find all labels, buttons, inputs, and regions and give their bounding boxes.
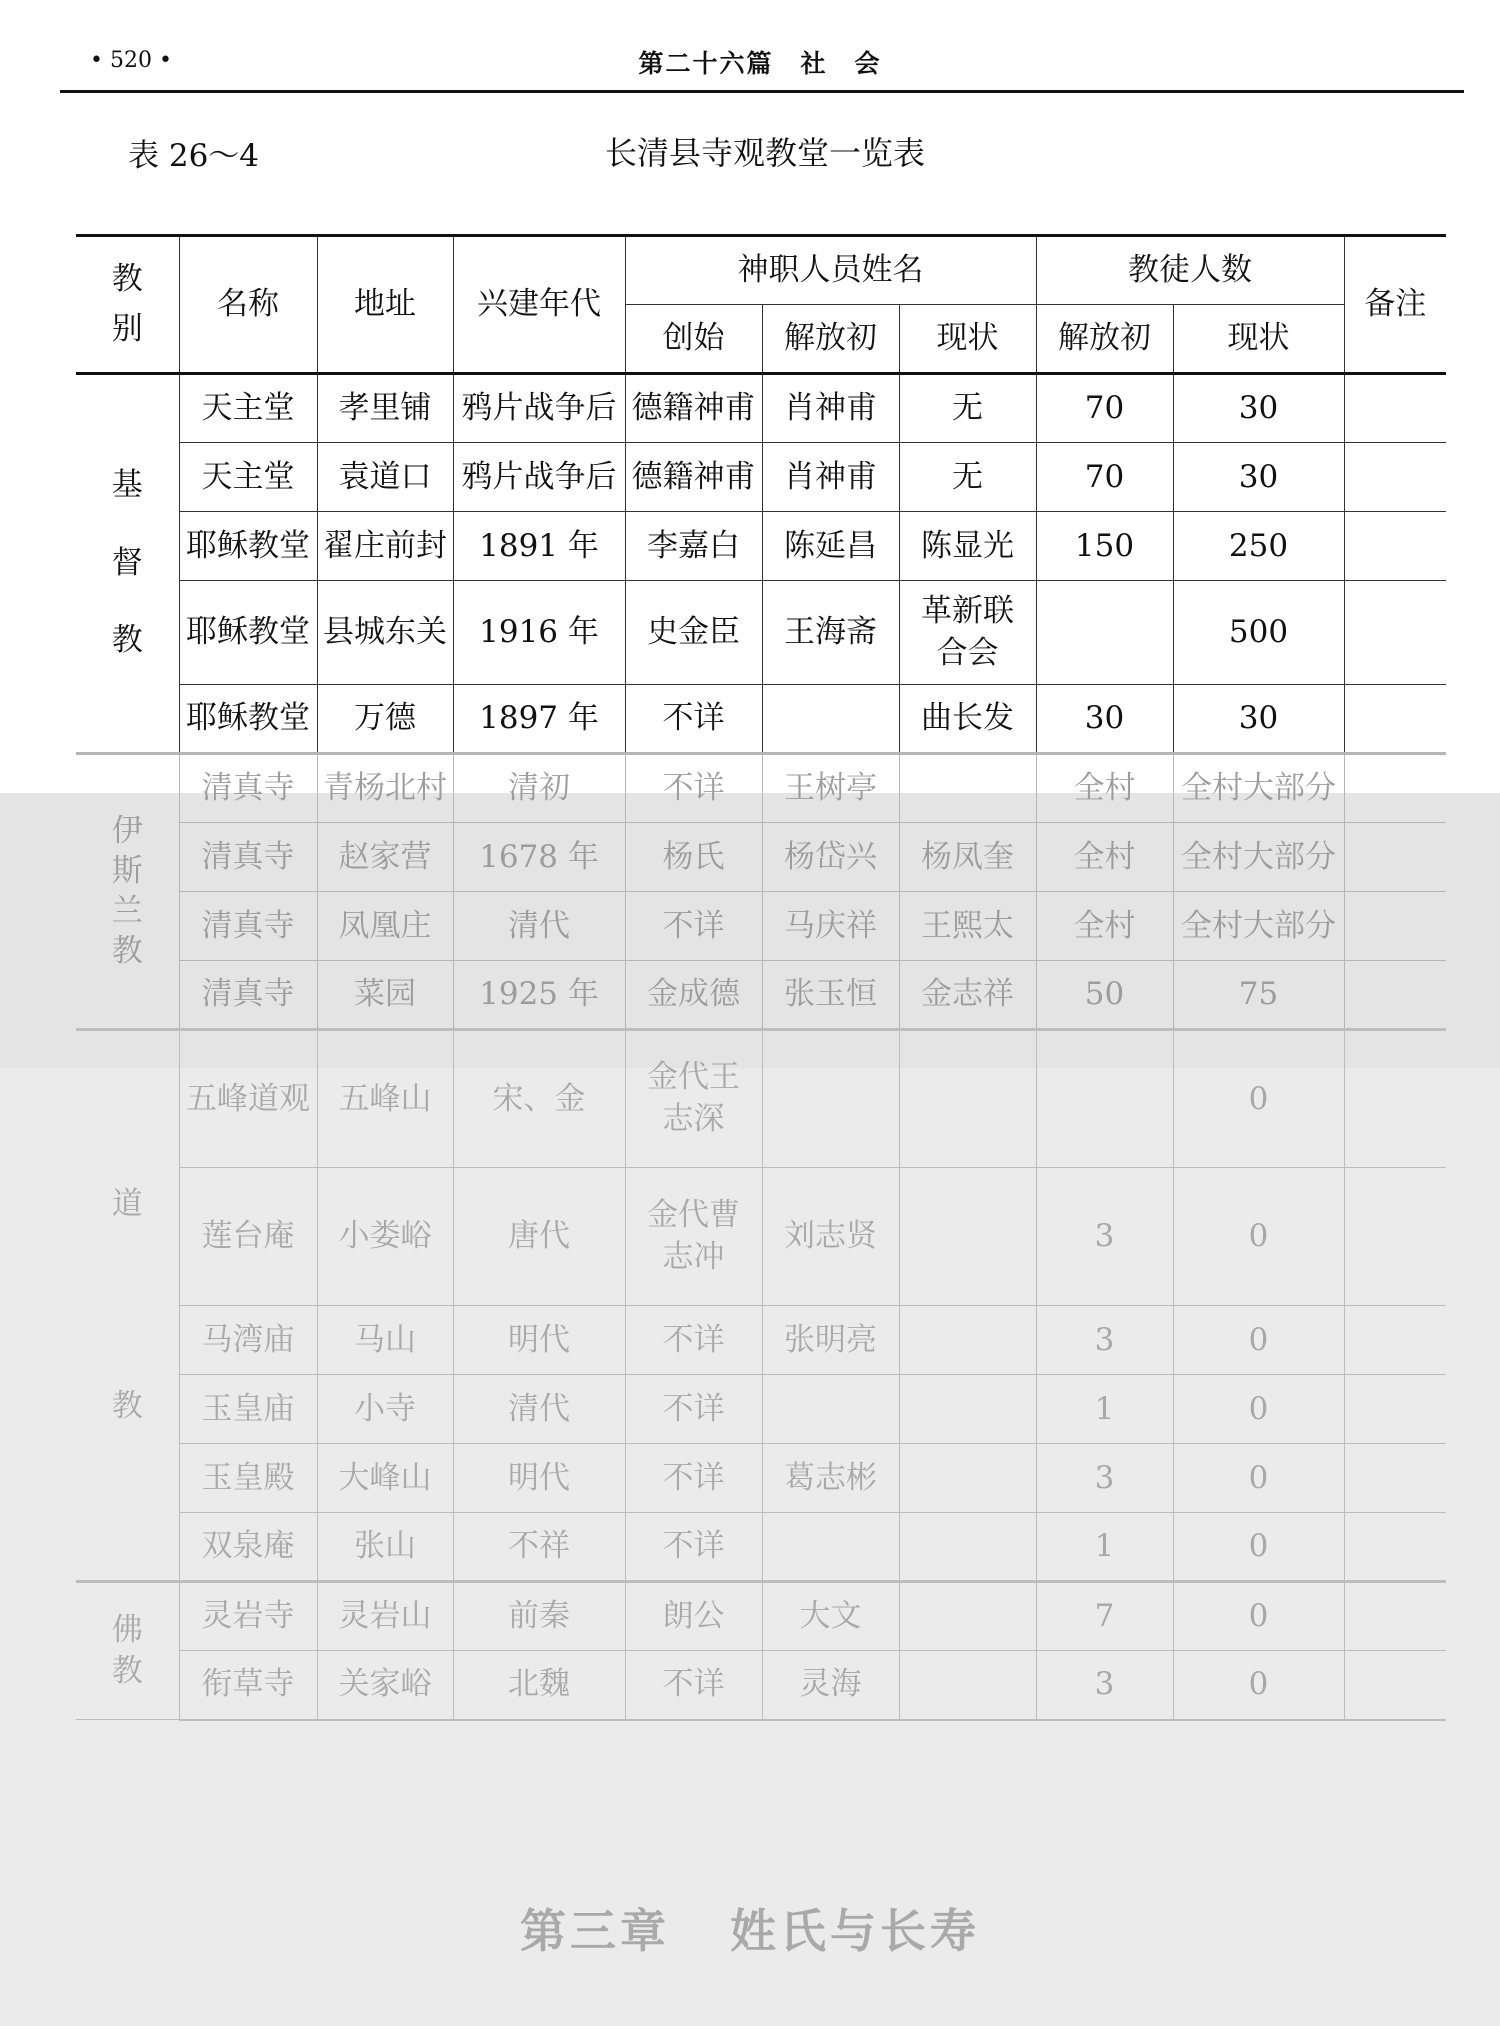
table-row: [76, 1168, 1446, 1306]
row-founder: 德籍神甫: [625, 374, 762, 443]
row-built: 1678 年: [453, 823, 625, 892]
row-notes: [1344, 1651, 1446, 1720]
row-built: 1925 年: [453, 961, 625, 1030]
col-address-header: 地址: [317, 236, 453, 374]
row-founder: 不详: [625, 754, 762, 823]
row-founder: 不详: [625, 685, 762, 754]
row-built: 鸦片战争后: [453, 443, 625, 512]
row-founder: 史金臣: [625, 581, 762, 685]
row-clergy-liberation: 张玉恒: [762, 961, 899, 1030]
row-address: 灵岩山: [317, 1582, 453, 1651]
row-built: 鸦片战争后: [453, 374, 625, 443]
row-notes: [1344, 961, 1446, 1030]
row-followers-liberation: 70: [1036, 374, 1173, 443]
row-clergy-liberation: [762, 1513, 899, 1582]
row-name: 玉皇庙: [179, 1375, 317, 1444]
row-name: 清真寺: [179, 754, 317, 823]
col-name-header: 名称: [179, 236, 317, 374]
chapter-heading: [0, 1895, 1500, 1961]
row-address: 小娄峪: [317, 1168, 453, 1306]
row-followers-current: 250: [1173, 512, 1344, 581]
row-name: 耶稣教堂: [179, 685, 317, 754]
row-notes: [1344, 823, 1446, 892]
row-clergy-current: [899, 1030, 1036, 1168]
row-followers-current: 500: [1173, 581, 1344, 685]
table-row: [76, 1513, 1446, 1582]
row-built: 清初: [453, 754, 625, 823]
row-address: 张山: [317, 1513, 453, 1582]
row-followers-liberation: 3: [1036, 1444, 1173, 1513]
col-built-header: 兴建年代: [453, 236, 625, 374]
row-followers-current: 30: [1173, 443, 1344, 512]
row-clergy-current: 曲长发: [899, 685, 1036, 754]
row-clergy-current: [899, 754, 1036, 823]
table-row: [76, 892, 1446, 961]
row-followers-liberation: 3: [1036, 1651, 1173, 1720]
row-followers-current: 0: [1173, 1513, 1344, 1582]
row-notes: [1344, 1030, 1446, 1168]
row-clergy-current: [899, 1444, 1036, 1513]
row-address: 马山: [317, 1306, 453, 1375]
table-row: [76, 1030, 1446, 1168]
row-notes: [1344, 1513, 1446, 1582]
row-followers-current: 全村大部分: [1173, 823, 1344, 892]
row-founder: 不详: [625, 1513, 762, 1582]
religion-label: 伊斯兰教: [111, 812, 143, 970]
table-title: 长清县寺观教堂一览表: [604, 134, 925, 172]
row-built: 不祥: [453, 1513, 625, 1582]
row-notes: [1344, 1582, 1446, 1651]
row-built: 宋、金: [453, 1030, 625, 1168]
row-followers-liberation: 3: [1036, 1168, 1173, 1306]
row-clergy-current: 革新联合会: [899, 581, 1036, 685]
row-followers-current: 0: [1173, 1444, 1344, 1513]
row-founder: 金代曹志冲: [625, 1168, 762, 1306]
row-built: 唐代: [453, 1168, 625, 1306]
row-followers-liberation: 30: [1036, 685, 1173, 754]
row-clergy-liberation: 刘志贤: [762, 1168, 899, 1306]
row-founder: 金代王志深: [625, 1030, 762, 1168]
religion-label: 道教: [111, 1186, 143, 1424]
row-notes: [1344, 754, 1446, 823]
row-address: 凤凰庄: [317, 892, 453, 961]
row-name: 耶稣教堂: [179, 512, 317, 581]
row-name: 五峰道观: [179, 1030, 317, 1168]
section-title: 第二十六篇 社 会: [638, 49, 882, 78]
row-clergy-current: [899, 1375, 1036, 1444]
col-clergy-liberation-header: 解放初: [762, 305, 899, 374]
row-followers-current: 0: [1173, 1651, 1344, 1720]
col-clergy-group-header: 神职人员姓名: [625, 236, 1036, 305]
row-name: 耶稣教堂: [179, 581, 317, 685]
row-followers-current: 0: [1173, 1168, 1344, 1306]
religion-group-cell: [76, 754, 179, 1030]
row-followers-current: 75: [1173, 961, 1344, 1030]
row-clergy-liberation: 张明亮: [762, 1306, 899, 1375]
row-notes: [1344, 581, 1446, 685]
row-clergy-liberation: [762, 1375, 899, 1444]
row-founder: 不详: [625, 1306, 762, 1375]
row-followers-liberation: 70: [1036, 443, 1173, 512]
row-founder: 朗公: [625, 1582, 762, 1651]
row-clergy-liberation: 葛志彬: [762, 1444, 899, 1513]
table-row: [76, 823, 1446, 892]
row-clergy-current: 陈显光: [899, 512, 1036, 581]
table-row: [76, 685, 1446, 754]
row-followers-liberation: 7: [1036, 1582, 1173, 1651]
row-founder: 金成德: [625, 961, 762, 1030]
row-founder: 杨氏: [625, 823, 762, 892]
row-notes: [1344, 892, 1446, 961]
header-row-top: [76, 236, 1446, 305]
row-notes: [1344, 443, 1446, 512]
row-followers-current: 0: [1173, 1306, 1344, 1375]
row-name: 莲台庵: [179, 1168, 317, 1306]
row-founder: 不详: [625, 892, 762, 961]
row-followers-current: 0: [1173, 1375, 1344, 1444]
row-notes: [1344, 374, 1446, 443]
row-clergy-liberation: [762, 1030, 899, 1168]
row-built: 前秦: [453, 1582, 625, 1651]
row-address: 青杨北村: [317, 754, 453, 823]
religion-group-cell: [76, 1582, 179, 1720]
table-row: [76, 1306, 1446, 1375]
temples-table: [76, 234, 1446, 1721]
row-built: 1916 年: [453, 581, 625, 685]
table-row: [76, 1375, 1446, 1444]
row-address: 县城东关: [317, 581, 453, 685]
row-clergy-current: [899, 1513, 1036, 1582]
row-built: 清代: [453, 1375, 625, 1444]
row-followers-liberation: 全村: [1036, 892, 1173, 961]
row-clergy-current: 王熙太: [899, 892, 1036, 961]
religion-group-cell: [76, 1030, 179, 1582]
row-address: 翟庄前封: [317, 512, 453, 581]
table-row: [76, 443, 1446, 512]
table-row: [76, 512, 1446, 581]
row-address: 小寺: [317, 1375, 453, 1444]
row-followers-liberation: 1: [1036, 1513, 1173, 1582]
col-religion-header-text: 教别: [111, 260, 143, 347]
row-built: 1891 年: [453, 512, 625, 581]
row-followers-current: 全村大部分: [1173, 892, 1344, 961]
row-address: 菜园: [317, 961, 453, 1030]
row-built: 明代: [453, 1306, 625, 1375]
row-clergy-liberation: 王海斋: [762, 581, 899, 685]
row-followers-liberation: 3: [1036, 1306, 1173, 1375]
row-notes: [1344, 1444, 1446, 1513]
row-founder: 不详: [625, 1651, 762, 1720]
col-followers-liberation-header: 解放初: [1036, 305, 1173, 374]
row-clergy-liberation: 大文: [762, 1582, 899, 1651]
row-clergy-liberation: 陈延昌: [762, 512, 899, 581]
row-name: 灵岩寺: [179, 1582, 317, 1651]
row-followers-liberation: 150: [1036, 512, 1173, 581]
row-built: 清代: [453, 892, 625, 961]
row-notes: [1344, 1375, 1446, 1444]
row-followers-liberation: [1036, 581, 1173, 685]
row-clergy-current: [899, 1651, 1036, 1720]
table-row: [76, 374, 1446, 443]
row-name: 天主堂: [179, 443, 317, 512]
row-address: 五峰山: [317, 1030, 453, 1168]
row-followers-current: 0: [1173, 1582, 1344, 1651]
row-clergy-liberation: 肖神甫: [762, 443, 899, 512]
row-clergy-current: 杨凤奎: [899, 823, 1036, 892]
row-name: 双泉庵: [179, 1513, 317, 1582]
row-clergy-liberation: 王树亭: [762, 754, 899, 823]
row-address: 袁道口: [317, 443, 453, 512]
row-followers-liberation: 全村: [1036, 754, 1173, 823]
religion-group-cell: [76, 374, 179, 754]
row-built: 明代: [453, 1444, 625, 1513]
row-name: 衔草寺: [179, 1651, 317, 1720]
row-clergy-current: 金志祥: [899, 961, 1036, 1030]
row-address: 大峰山: [317, 1444, 453, 1513]
row-clergy-liberation: 肖神甫: [762, 374, 899, 443]
table-row: [76, 961, 1446, 1030]
table-row: [76, 1582, 1446, 1651]
row-followers-liberation: 全村: [1036, 823, 1173, 892]
row-followers-current: 30: [1173, 685, 1344, 754]
row-name: 清真寺: [179, 892, 317, 961]
row-address: 万德: [317, 685, 453, 754]
row-followers-current: 30: [1173, 374, 1344, 443]
col-followers-current-header: 现状: [1173, 305, 1344, 374]
row-followers-liberation: 1: [1036, 1375, 1173, 1444]
table-number: 表 26～4: [128, 138, 260, 174]
row-name: 玉皇殿: [179, 1444, 317, 1513]
row-notes: [1344, 685, 1446, 754]
row-followers-liberation: [1036, 1030, 1173, 1168]
row-clergy-liberation: 灵海: [762, 1651, 899, 1720]
col-religion-header: [76, 236, 179, 374]
row-founder: 李嘉白: [625, 512, 762, 581]
col-notes-header: 备注: [1344, 236, 1446, 374]
row-built: 北魏: [453, 1651, 625, 1720]
row-clergy-liberation: 杨岱兴: [762, 823, 899, 892]
religion-label: 佛教: [111, 1612, 143, 1689]
row-clergy-current: 无: [899, 443, 1036, 512]
row-address: 关家峪: [317, 1651, 453, 1720]
header-rule: [60, 90, 1464, 93]
row-name: 天主堂: [179, 374, 317, 443]
chapter-title: 姓氏与长寿: [730, 1904, 980, 1958]
row-followers-current: 0: [1173, 1030, 1344, 1168]
row-founder: 不详: [625, 1444, 762, 1513]
table-row: [76, 1444, 1446, 1513]
row-address: 赵家营: [317, 823, 453, 892]
row-address: 孝里铺: [317, 374, 453, 443]
row-clergy-liberation: 马庆祥: [762, 892, 899, 961]
religion-label: 基督教: [111, 467, 143, 659]
col-clergy-current-header: 现状: [899, 305, 1036, 374]
row-name: 马湾庙: [179, 1306, 317, 1375]
row-clergy-liberation: [762, 685, 899, 754]
row-notes: [1344, 1168, 1446, 1306]
row-clergy-current: 无: [899, 374, 1036, 443]
row-followers-liberation: 50: [1036, 961, 1173, 1030]
row-notes: [1344, 1306, 1446, 1375]
col-clergy-founder-header: 创始: [625, 305, 762, 374]
chapter-label: 第三章: [520, 1904, 670, 1958]
table-row: [76, 754, 1446, 823]
row-clergy-current: [899, 1168, 1036, 1306]
table-row: [76, 581, 1446, 685]
row-clergy-current: [899, 1306, 1036, 1375]
table-row: [76, 1651, 1446, 1720]
row-built: 1897 年: [453, 685, 625, 754]
row-founder: 不详: [625, 1375, 762, 1444]
col-followers-group-header: 教徒人数: [1036, 236, 1344, 305]
row-followers-current: 全村大部分: [1173, 754, 1344, 823]
row-name: 清真寺: [179, 961, 317, 1030]
page-number: • 520 •: [90, 48, 172, 73]
row-notes: [1344, 512, 1446, 581]
row-clergy-current: [899, 1582, 1036, 1651]
row-name: 清真寺: [179, 823, 317, 892]
row-founder: 德籍神甫: [625, 443, 762, 512]
